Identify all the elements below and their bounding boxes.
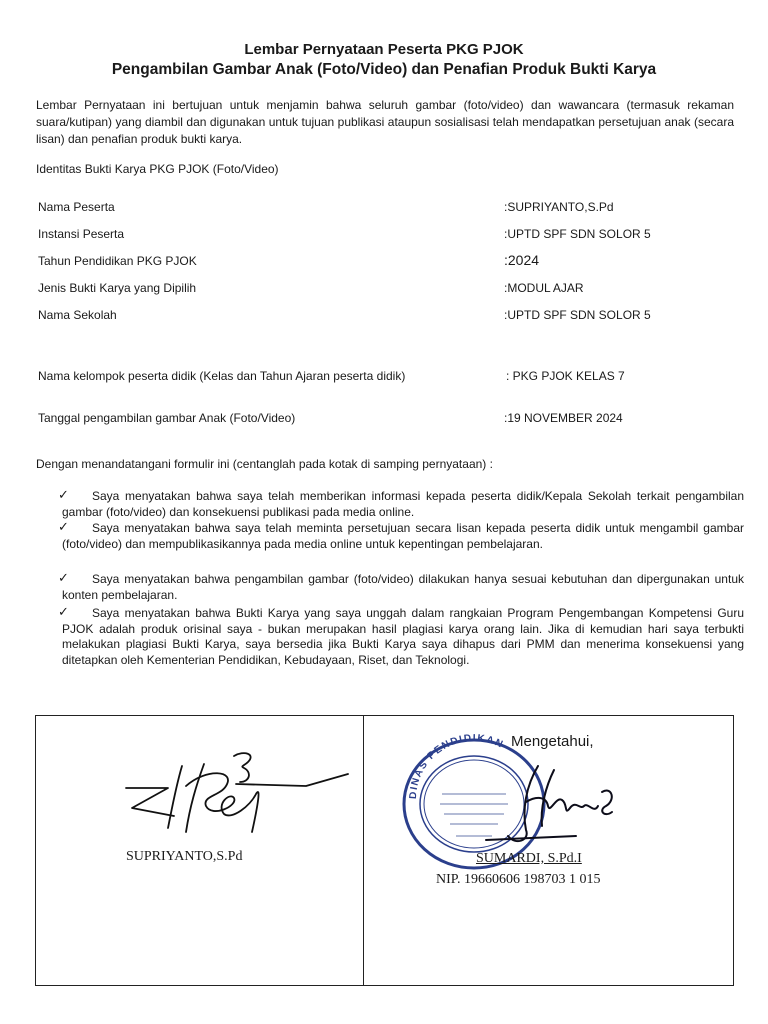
checkmark-icon: ✓ <box>58 604 69 619</box>
field-value-tahun: :2024 <box>504 252 540 268</box>
statement-text: Saya menyatakan bahwa saya telah meminta persetujuan secara lisan kepada peserta didik untuk mengambil gambar (foto/video) dan mempublikasikannya pada media online untuk kepentingan pembelajaran. <box>62 521 744 551</box>
principal-signature <box>466 756 666 851</box>
field-value-jenis-bukti: :MODUL AJAR <box>504 281 584 295</box>
principal-name: SUMARDI, S.Pd.I <box>476 851 582 866</box>
checkmark-icon: ✓ <box>58 487 69 502</box>
checkmark-icon: ✓ <box>58 519 69 534</box>
signature-box <box>35 715 734 986</box>
stamp-text: DINAS PENDIDIKAN <box>407 732 506 800</box>
field-label-tanggal: Tanggal pengambilan gambar Anak (Foto/Video) <box>38 411 296 425</box>
field-label-instansi: Instansi Peserta <box>38 227 125 241</box>
document-subtitle: Pengambilan Gambar Anak (Foto/Video) dan Penafian Produk Bukti Karya <box>111 61 657 78</box>
field-label-sekolah: Nama Sekolah <box>38 308 117 322</box>
agreement-intro: Dengan menandatangani formulir ini (centanglah pada kotak di samping pernyataan) : <box>36 457 493 471</box>
statement-text: Saya menyatakan bahwa Bukti Karya yang saya unggah dalam rangkaian Program Pengembangan Kompetensi Guru PJOK adalah produk orisinal saya - bukan merupakan hasil plagiasi karya orang lain. Jika di kemudian hari saya terbukti melakukan plagiasi Bukti Karya, saya bersedia jika Bukti Karya saya dihapus dari PMM dan menerima konsekuensi yang ditetapkan oleh Kementerian Pendidikan, Kebudayaan, Riset, dan Teknologi. <box>62 606 744 667</box>
identity-heading: Identitas Bukti Karya PKG PJOK (Foto/Video) <box>36 162 279 176</box>
field-value-kelompok: : PKG PJOK KELAS 7 <box>506 369 625 383</box>
field-value-tanggal: :19 NOVEMBER 2024 <box>504 411 623 425</box>
statement-item <box>58 604 744 668</box>
principal-nip: NIP. 19660606 198703 1 015 <box>436 872 601 887</box>
field-label-jenis-bukti: Jenis Bukti Karya yang Dipilih <box>38 281 197 295</box>
field-value-nama-peserta: :SUPRIYANTO,S.Pd <box>504 200 614 214</box>
field-label-tahun: Tahun Pendidikan PKG PJOK <box>38 254 197 268</box>
statement-item <box>58 519 744 552</box>
document-title: Lembar Pernyataan Peserta PKG PJOK <box>244 41 524 58</box>
field-label-nama-peserta: Nama Peserta <box>38 200 115 214</box>
participant-name: SUPRIYANTO,S.Pd <box>126 849 243 864</box>
statement-text: Saya menyatakan bahwa saya telah memberikan informasi kepada peserta didik/Kepala Sekolah terkait pengambilan gambar (foto/video) dan konsekuensi publikasi pada media online. <box>62 489 744 519</box>
signature-divider <box>363 716 364 985</box>
statement-item <box>58 487 744 520</box>
statement-text: Saya menyatakan bahwa pengambilan gambar (foto/video) dilakukan hanya sesuai kebutuhan dan dipergunakan untuk konten pembelajaran. <box>62 572 744 602</box>
field-label-kelompok: Nama kelompok peserta didik (Kelas dan Tahun Ajaran peserta didik) <box>38 369 406 383</box>
field-value-sekolah: :UPTD SPF SDN SOLOR 5 <box>504 308 651 322</box>
checkmark-icon: ✓ <box>58 570 69 585</box>
field-value-instansi: :UPTD SPF SDN SOLOR 5 <box>504 227 651 241</box>
statement-item <box>58 570 744 603</box>
participant-signature <box>116 746 356 841</box>
acknowledged-label: Mengetahui, <box>511 733 594 750</box>
intro-paragraph: Lembar Pernyataan ini bertujuan untuk menjamin bahwa seluruh gambar (foto/video) dan wawancara (termasuk rekaman suara/kutipan) yang diambil dan digunakan untuk tujuan publikasi ataupun sosialisasi telah mendapatkan persetujuan anak (secara lisan) dan penafian produk bukti karya. <box>36 98 734 146</box>
